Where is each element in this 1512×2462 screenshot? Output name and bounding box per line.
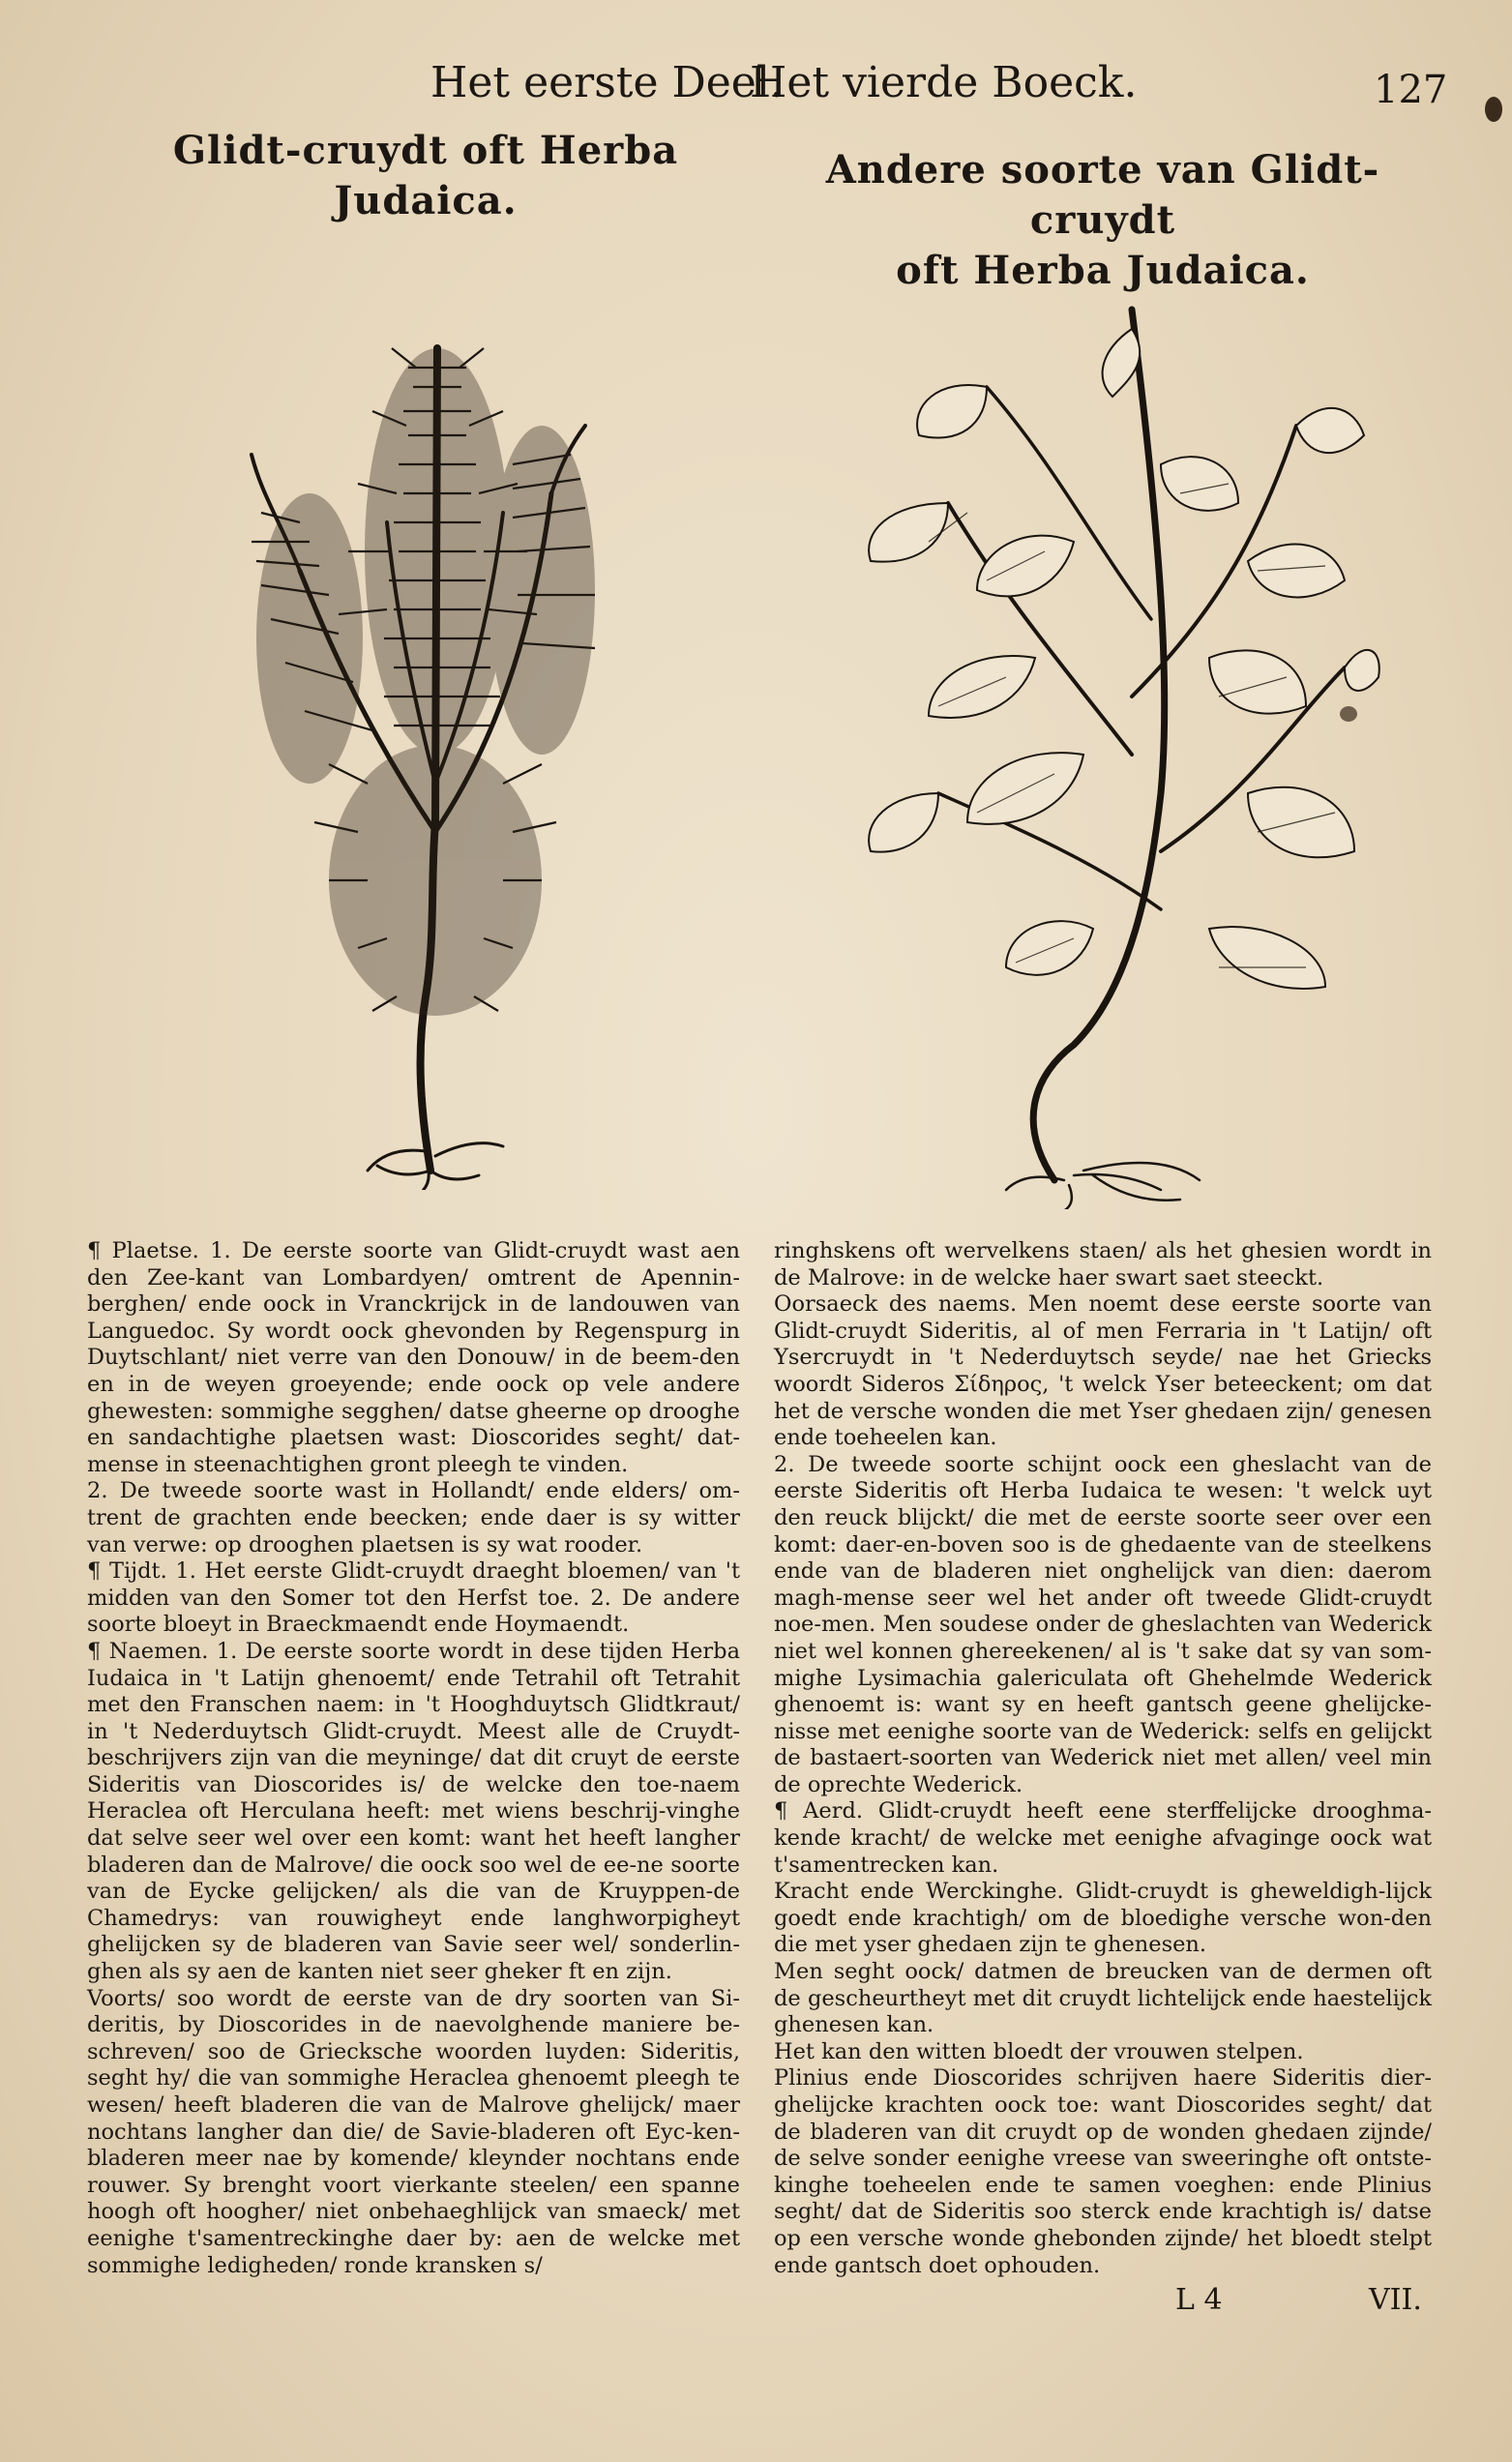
text-column-right [774, 1238, 1432, 2279]
paragraph: ¶ Naemen. 1. De eerste soorte wordt in dese tijden Herba Iudaica in 't Latijn ghenoemt/ ende Tetrahil oft Tetrahit met den Franschen naem: in 't Hooghduytsch Glidtkraut/ in 't Nederduytsch Glidt-cruydt. Meest alle de Cruydt-beschrijvers zijn van die meyninge/ dat dit cruyt de eerste Sideritis van Dioscorides is/ de welcke den toe-naem Heraclea oft Herculana heeft: met wiens beschrij-vinghe dat selve seer wel over een komt: want het heeft langher bladeren dan de Malrove/ die oock soo wel de ee-ne soorte van de Eycke gelijcken/ als die van de Kruyppen-de Chamedrys: van rouwigheyt ende langhworpigheyt ghelijcken sy de bladeren van Savie seer wel/ sonderlin-ghen als sy aen de kanten niet seer gheker ft en zijn. [87, 1638, 740, 1985]
plant-title-left-text: Glidt-cruydt oft Herba Judaica. [172, 128, 679, 223]
header-part: Het eerste Deel. [430, 58, 784, 107]
paragraph: Men seght oock/ datmen de breucken van de dermen oft de gescheurtheyt met dit cruydt lichtelijck ende haestelijck ghenesen kan. [774, 1959, 1432, 2038]
paragraph: Voorts/ soo wordt de eerste van de dry soorten van Si-deritis, by Dioscorides in de naevolghende maniere be-schreven/ soo de Griecksche woorden luyden: Sideritis, seght hy/ die van sommighe Heraclea ghenoemt pleegh te wesen/ heeft bladeren die van de Malrove ghelijck/ maer nochtans langher dan die/ de Savie-bladeren oft Eyc-ken-bladeren meer nae by komende/ kleynder nochtans ende rouwer. Sy brenght voort vierkante steelen/ een spanne hoogh oft hoogher/ niet onbehaeghlijck van smaeck/ met eenighe t'samentreckinghe daer by: aen de welcke met sommighe ledigheden/ ronde kransken s/ [87, 1985, 740, 2278]
paragraph: 2. De tweede soorte wast in Hollandt/ ende elders/ om-trent de grachten ende beecken; ende daer is sy witter van verwe: op drooghen plaetsen is sy wat rooder. [87, 1478, 740, 1557]
paragraph: ¶ Tijdt. 1. Het eerste Glidt-cruydt draeght bloemen/ van 't midden van den Somer tot den Herfst toe. 2. De andere soorte bloeyt in Braeckmaendt ende Hoymaendt. [87, 1558, 740, 1638]
paragraph: ¶ Plaetse. 1. De eerste soorte van Glidt-cruydt wast aen den Zee-kant van Lombardyen/ omtrent de Apennin-berghen/ ende oock in Vranckrijck in de landouwen van Languedoc. Sy wordt oock ghevonden by Regenspurg in Duytschlant/ niet verre van den Donouw/ in de beem-den en in de weyen groeyende; ende oock op vele andere ghewesten: sommighe segghen/ datse gheerne op drooghe en sandachtighe plaetsen wast: Dioscorides seght/ dat-mense in steenachtighen gront pleegh te vinden. [87, 1238, 740, 1477]
woodcut-plant-left-icon [222, 203, 667, 1190]
ink-spot [1340, 706, 1357, 722]
paragraph: Oorsaeck des naems. Men noemt dese eerste soorte van Glidt-cruydt Sideritis, al of men Ferraria in 't Latijn/ oft Ysercruydt in 't Nederduytsch seyde/ nae het Griecks woordt Sideros Σίδηρος, 't welck Yser beteeckent; om dat het de versche wonden die met Yser ghedaen zijn/ genesen ende toeheelen kan. [774, 1291, 1432, 1451]
catchword: VII. [1369, 2283, 1422, 2317]
text-column-left [87, 1238, 740, 2279]
plant-title-right-line2: oft Herba Judaica. [896, 248, 1310, 293]
paragraph: ¶ Aerd. Glidt-cruydt heeft eene sterffelijcke drooghma-kende kracht/ de welcke met eenighe afvaginge oock wat t'samentrecken kan. [774, 1798, 1432, 1878]
paragraph: ringhskens oft wervelkens staen/ als het ghesien wordt in de Malrove: in de welcke haer swart saet steeckt. [774, 1238, 1432, 1290]
paragraph: Plinius ende Dioscorides schrijven haere Sideritis dier-ghelijcke krachten oock toe: want Dioscorides seght/ dat de bladeren van dit cruydt op de wonden ghedaen zijnde/ de selve sonder eenighe vreese van sweeringhe oft ontste-kinghe toeheelen ende te samen voeghen: ende Plinius seght/ dat de Sideritis soo sterck ende krachtigh is/ datse op een versche wonde ghebonden zijnde/ het bloedt stelpt ende gantsch doet ophouden. [774, 2065, 1432, 2278]
woodcut-plant-right-icon [842, 252, 1383, 1209]
signature-mark: L 4 [1175, 2283, 1223, 2317]
ink-spot [1485, 97, 1502, 122]
paragraph: 2. De tweede soorte schijnt oock een gheslacht van de eerste Sideritis oft Herba Iudaica te wesen: 't welck uyt den reuck blijckt/ die met de eerste soorte seer over een komt: daer-en-boven soo is de ghedaente van de steelkens ende van de bladeren niet onghelijck van dien: daerom magh-mense seer wel het ander oft tweede Glidt-cruydt noe-men. Men soudese onder de gheslachten van Wederick niet wel konnen ghereekenen/ al is 't sake dat sy van som-mighe Lysimachia galericulata oft Ghehelmde Wederick ghenoemt is: want sy en heeft gantsch geene ghelijcke-nisse met eenighe soorte van de Wederick: selfs en gelijckt de bastaert-soorten van Wederick niet met allen/ veel min de oprechte Wederick. [774, 1451, 1432, 1797]
paragraph: Het kan den witten bloedt der vrouwen stelpen. [774, 2038, 1304, 2064]
plant-title-right-line1: Andere soorte van Glidt-cruydt [825, 147, 1380, 243]
running-header [0, 58, 1512, 116]
paragraph: Kracht ende Werckinghe. Glidt-cruydt is gheweldigh-lijck goedt ende krachtigh/ om de bloedighe versche won-den die met yser ghedaen zijn te ghenesen. [774, 1879, 1432, 1958]
page-number: 127 [1374, 68, 1448, 112]
header-book: Het vierde Boeck. [750, 58, 1138, 107]
